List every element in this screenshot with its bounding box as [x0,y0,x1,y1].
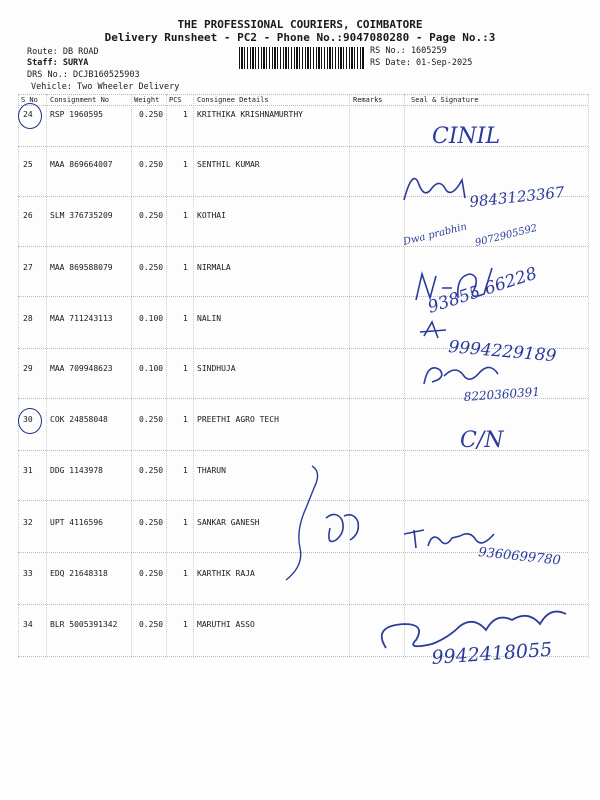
row-divider [18,398,588,399]
col-header-remarks: Remarks [353,96,383,104]
handwritten-phone-28: 9994229189 [447,337,558,367]
row-sno: 32 [23,518,33,527]
row-sno: 26 [23,211,33,220]
row-consignment: EDQ 21648318 [50,569,108,578]
row-divider [18,246,588,247]
row-sno: 28 [23,314,33,323]
row-divider [18,656,588,657]
row-consignment: DDG 1143978 [50,466,103,475]
signature-scribble [424,367,498,384]
row-divider [18,552,588,553]
row-pcs: 1 [183,314,188,323]
row-consignee: THARUN [197,466,226,475]
row-weight: 0.100 [139,364,164,373]
row-divider [18,450,588,451]
route-label: Route: DB ROAD [27,47,99,57]
row-consignment: MAA 869588079 [50,263,113,272]
col-header-seal: Seal & Signature [411,96,479,104]
row-consignment: BLR 5005391342 [50,620,118,629]
rs-number: RS No.: 1605259 [370,46,447,56]
row-consignee: SENTHIL KUMAR [197,160,260,169]
row-divider [18,196,588,197]
barcode [239,47,365,69]
col-header-consignment: Consignment No [50,96,110,104]
col-header-weight: Weight [134,96,160,104]
row-sno: 29 [23,364,33,373]
row-weight: 0.250 [139,160,164,169]
handwritten-phone-25: 9843123367 [468,183,566,211]
handwritten-cnil: CINIL [432,124,501,149]
row-sno: 24 [23,110,33,119]
row-sno: 25 [23,160,33,169]
row-divider [18,604,588,605]
row-consignment: MAA 869664007 [50,160,113,169]
row-pcs: 1 [183,160,188,169]
company-name: THE PROFESSIONAL COURIERS, COIMBATORE [177,18,423,31]
column-divider [349,94,350,658]
runsheet-subtitle: Delivery Runsheet - PC2 - Phone No.:9047080280 - Page No.:3 [104,31,496,44]
handwritten-phone-34: 9942418055 [430,638,553,669]
row-pcs: 1 [183,415,188,424]
row-weight: 0.250 [139,620,164,629]
column-divider [193,94,194,658]
staff-label: Staff: SURYA [27,58,89,68]
row-weight: 0.250 [139,569,164,578]
column-divider [131,94,132,658]
row-sno: 33 [23,569,33,578]
row-consignee: SINDHUJA [197,364,236,373]
column-divider [166,94,167,658]
row-pcs: 1 [183,620,188,629]
row-weight: 0.250 [139,518,164,527]
pen-circle-mark [18,103,42,129]
row-consignee: NALIN [197,314,222,323]
handwritten-phone-32: 9360699780 [477,545,562,569]
row-consignee: SANKAR GANESH [197,518,260,527]
row-consignment: SLM 376735209 [50,211,113,220]
row-weight: 0.250 [139,466,164,475]
row-divider [18,500,588,501]
signature-scribble [382,612,566,648]
row-pcs: 1 [183,518,188,527]
row-consignee: KRITHIKA KRISHNAMURTHY [197,110,303,119]
row-pcs: 1 [183,211,188,220]
row-weight: 0.250 [139,415,164,424]
handwritten-phone-29: 8220360391 [463,384,541,404]
pen-circle-mark [18,408,42,434]
row-sno: 31 [23,466,33,475]
vehicle-label: Vehicle: Two Wheeler Delivery [31,82,180,92]
handwritten-phone-26: 9072905592 [474,222,539,249]
row-consignee: KARTHIK RAJA [197,569,255,578]
row-consignment: UPT 4116596 [50,518,103,527]
col-header-sno: S No [21,96,38,104]
pen-stroke-mark [326,514,358,541]
row-consignee: NIRMALA [197,263,231,272]
row-weight: 0.100 [139,314,164,323]
row-weight: 0.250 [139,263,164,272]
column-divider [18,94,19,658]
row-consignee: MARUTHI ASSO [197,620,255,629]
handwritten-phone-27: 93855 66228 [425,263,540,318]
handwritten-name-26: Dwa prabhin [402,221,469,248]
row-divider [18,146,588,147]
signature-scribble [420,322,446,338]
row-weight: 0.250 [139,211,164,220]
row-pcs: 1 [183,364,188,373]
column-divider [588,94,589,658]
row-consignment: COK 24858048 [50,415,108,424]
row-pcs: 1 [183,466,188,475]
row-weight: 0.250 [139,110,164,119]
drs-number: DRS No.: DCJB160525903 [27,70,140,80]
handwritten-cn-30: C/N [460,428,504,453]
column-divider [404,94,405,658]
row-divider [18,296,588,297]
row-consignment: MAA 709948623 [50,364,113,373]
signature-scribble [404,530,494,548]
row-consignee: PREETHI AGRO TECH [197,415,279,424]
row-sno: 34 [23,620,33,629]
row-divider [18,94,588,95]
row-sno: 30 [23,415,33,424]
row-divider [18,348,588,349]
row-consignee: KOTHAI [197,211,226,220]
row-pcs: 1 [183,569,188,578]
row-sno: 27 [23,263,33,272]
row-divider [18,105,588,106]
column-divider [46,94,47,658]
rs-date: RS Date: 01-Sep-2025 [370,58,473,68]
col-header-pcs: PCS [169,96,182,104]
row-consignment: MAA 711243113 [50,314,113,323]
pen-stroke-mark [286,466,318,580]
row-pcs: 1 [183,110,188,119]
row-pcs: 1 [183,263,188,272]
col-header-consignee: Consignee Details [197,96,269,104]
row-consignment: RSP 1960595 [50,110,103,119]
